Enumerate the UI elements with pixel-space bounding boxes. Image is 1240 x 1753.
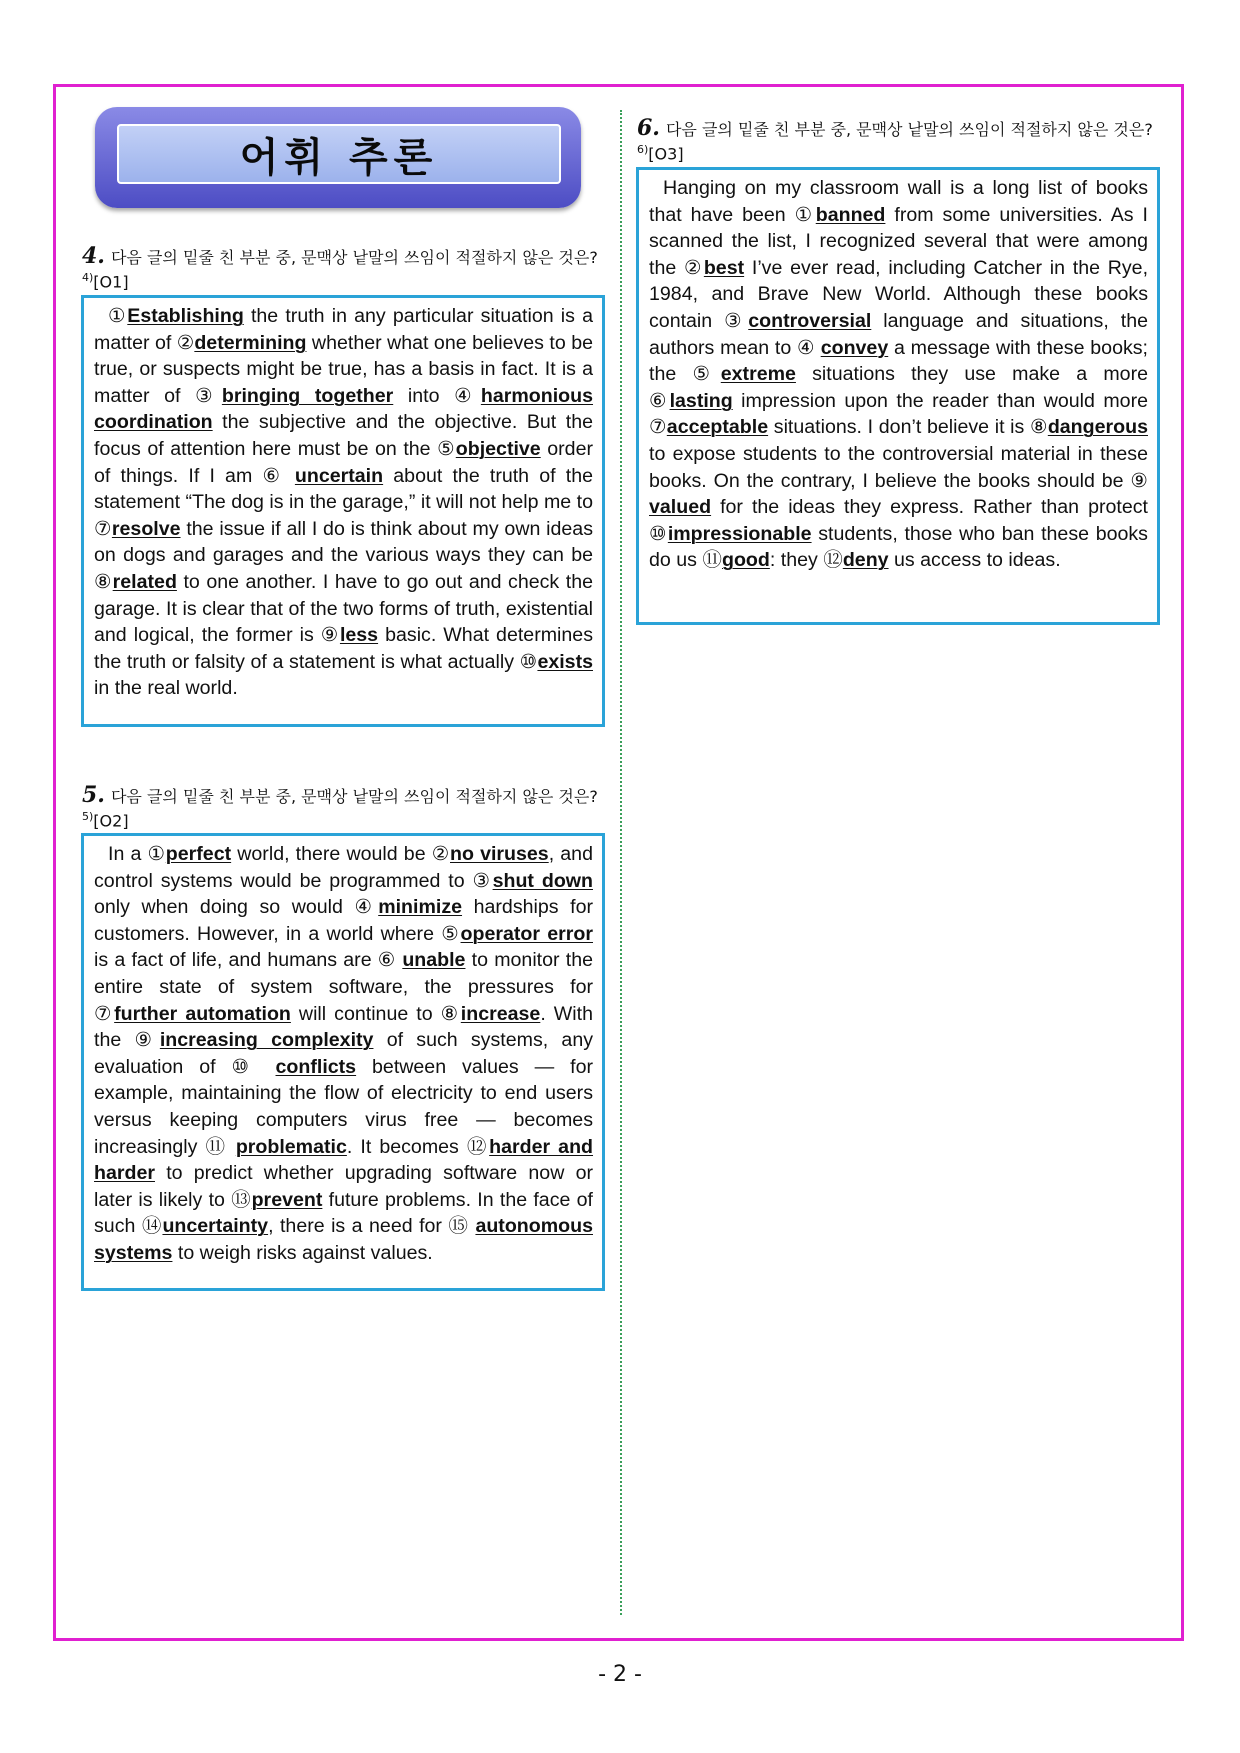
question-text: 다음 글의 밑줄 친 부분 중, 문맥상 낱말의 쓰임이 적절하지 않은 것은? xyxy=(110,248,598,267)
underlined-word: determining xyxy=(194,331,307,354)
passage-segment: world, there would be ② xyxy=(231,843,450,865)
underlined-word: uncertainty xyxy=(162,1215,269,1238)
passage-segment: students, those who ban these books do us ⑪ xyxy=(649,522,1148,572)
underlined-word: convey xyxy=(820,336,889,359)
question-4-prompt xyxy=(82,243,607,292)
passage-segment: whether what one believes to be true, or suspects might be true, has a basis in fact. It is a matter of ③ xyxy=(94,331,593,407)
passage-segment: I’ve ever read, including Catcher in the Rye, 1984, and Brave New World. Although these books contain ③ xyxy=(649,256,1149,332)
passage-segment: In a ① xyxy=(108,843,166,865)
passage-segment: the subjective and the objective. But the focus of attention here must be on the ⑤ xyxy=(94,411,593,460)
underlined-word: increasing complexity xyxy=(159,1029,374,1052)
passage-segment: order of things. If I am ⑥ xyxy=(94,437,593,487)
underlined-word: deny xyxy=(842,549,889,572)
underlined-word: operator error xyxy=(460,922,593,945)
passage-segment: the truth in any particular situation is a matter of ② xyxy=(94,305,593,354)
underlined-word: Establishing xyxy=(127,305,244,327)
passage-segment: , there is a need for ⑮ xyxy=(268,1215,476,1238)
passage-segment: situations they use make a more ⑥ xyxy=(649,363,1148,412)
underlined-word: increase xyxy=(460,1002,541,1025)
underlined-word: bringing together xyxy=(221,384,394,407)
passage-segment: hardships for customers. However, in a world where ⑤ xyxy=(94,896,593,945)
passage-segment: is a fact of life, and humans are ⑥ xyxy=(94,949,403,972)
question-5-passage xyxy=(81,833,605,1291)
question-6-passage xyxy=(636,167,1160,625)
footnote-mark: 6) xyxy=(637,143,649,156)
passage-segment: : they ⑫ xyxy=(769,549,843,572)
underlined-word: exists xyxy=(537,650,593,673)
footnote-mark: 4) xyxy=(82,271,94,284)
underlined-word: conflicts xyxy=(275,1055,357,1078)
passage-segment: to predict whether upgrading software now or later is likely to ⑬ xyxy=(94,1162,593,1211)
passage-segment: us access to ideas. xyxy=(888,549,1061,572)
underlined-word: dangerous xyxy=(1047,416,1148,439)
passage-segment: basic. What determines the truth or falsity of a statement is what actually ⑩ xyxy=(94,624,593,673)
question-6-prompt xyxy=(637,115,1162,164)
section-banner xyxy=(95,107,581,208)
passage-segment: situations. I don’t believe it is ⑧ xyxy=(768,416,1048,439)
passage-segment: in the real world. xyxy=(94,677,238,700)
underlined-word: resolve xyxy=(111,517,181,540)
underlined-word: problematic xyxy=(235,1135,347,1158)
footnote-mark: 5) xyxy=(82,810,94,823)
underlined-word: less xyxy=(339,624,379,647)
underlined-word: impressionable xyxy=(667,522,812,545)
section-banner-inner xyxy=(117,124,561,184)
question-code: [O2] xyxy=(93,811,129,831)
underlined-word: shut down xyxy=(492,869,593,892)
passage-segment: , and control systems would be programmed to ③ xyxy=(94,843,593,892)
passage-segment: impression upon the reader than would more ⑦ xyxy=(649,389,1148,439)
question-number: 4. xyxy=(82,243,105,269)
passage-segment: a message with these books; the ⑤ xyxy=(649,336,1148,386)
underlined-word: best xyxy=(703,256,745,279)
column-divider xyxy=(620,110,622,1615)
underlined-word: valued xyxy=(649,496,712,519)
question-code: [O1] xyxy=(93,272,129,292)
passage-text xyxy=(94,303,593,702)
underlined-word: harder and harder xyxy=(94,1135,594,1185)
passage-segment: Hanging on my classroom wall is a long list of books that have been ① xyxy=(649,177,1148,226)
page-number: - 2 - xyxy=(598,1662,642,1687)
underlined-word: controversial xyxy=(748,309,872,332)
passage-text xyxy=(94,841,593,1267)
underlined-word: acceptable xyxy=(666,416,769,439)
passage-segment: language and situations, the authors mean to ④ xyxy=(649,309,1148,359)
question-number: 6. xyxy=(637,115,660,141)
passage-segment: between values — for example, maintaining the flow of electricity to end users versus keeping computers virus free — becomes increasingly ⑪ xyxy=(94,1055,593,1158)
passage-segment: only when doing so would ④ xyxy=(94,896,379,919)
passage-segment: the issue if all I do is think about my own ideas on dogs and garages and the various ways they can be ⑧ xyxy=(94,517,593,593)
underlined-word: minimize xyxy=(378,896,463,919)
underlined-word: perfect xyxy=(165,843,232,865)
passage-segment: to expose students to the controversial material in these books. On the contrary, I believe the books should be ⑨ xyxy=(649,442,1148,492)
section-title: 어휘 추론 xyxy=(239,134,439,181)
underlined-word: further automation xyxy=(114,1002,291,1025)
question-code: [O3] xyxy=(648,144,684,164)
underlined-word: banned xyxy=(815,203,886,226)
question-text: 다음 글의 밑줄 친 부분 중, 문맥상 낱말의 쓰임이 적절하지 않은 것은? xyxy=(110,787,598,806)
passage-segment: . With the ⑨ xyxy=(94,1002,593,1052)
question-number: 5. xyxy=(82,782,105,808)
underlined-word: uncertain xyxy=(294,464,384,487)
question-text: 다음 글의 밑줄 친 부분 중, 문맥상 낱말의 쓰임이 적절하지 않은 것은? xyxy=(665,120,1153,139)
underlined-word: objective xyxy=(455,437,541,460)
underlined-word: harmonious coordination xyxy=(94,384,594,434)
underlined-word: good xyxy=(721,549,770,572)
passage-segment: to monitor the entire state of system software, the pressures for ⑦ xyxy=(94,949,593,1025)
underlined-word: related xyxy=(112,570,177,593)
passage-segment: from some universities. As I scanned the list, I recognized several that were among the ② xyxy=(649,203,1148,279)
underlined-word: no viruses xyxy=(450,843,549,865)
passage-segment: of such systems, any evaluation of ⑩ xyxy=(94,1029,594,1078)
question-4-passage xyxy=(81,295,605,727)
passage-segment: about the truth of the statement “The dog is in the garage,” it will not help me to ⑦ xyxy=(94,464,593,540)
passage-text xyxy=(649,175,1148,574)
passage-segment: to one another. I have to go out and check the garage. It is clear that of the two forms of truth, existential and logical, the former is ⑨ xyxy=(94,570,593,647)
underlined-word: lasting xyxy=(669,389,733,412)
passage-segment: ① xyxy=(108,305,128,327)
passage-segment: future problems. In the face of such ⑭ xyxy=(94,1188,593,1238)
passage-segment: . It becomes ⑫ xyxy=(346,1135,490,1158)
passage-segment: to weigh risks against values. xyxy=(172,1241,433,1264)
passage-segment: will continue to ⑧ xyxy=(290,1002,461,1025)
passage-segment: into ④ xyxy=(393,384,481,407)
underlined-word: autonomous systems xyxy=(94,1215,593,1264)
underlined-word: unable xyxy=(402,949,466,972)
underlined-word: prevent xyxy=(251,1188,323,1211)
underlined-word: extreme xyxy=(720,363,796,386)
question-5-prompt xyxy=(82,782,607,831)
passage-segment: for the ideas they express. Rather than protect ⑩ xyxy=(649,496,1148,545)
